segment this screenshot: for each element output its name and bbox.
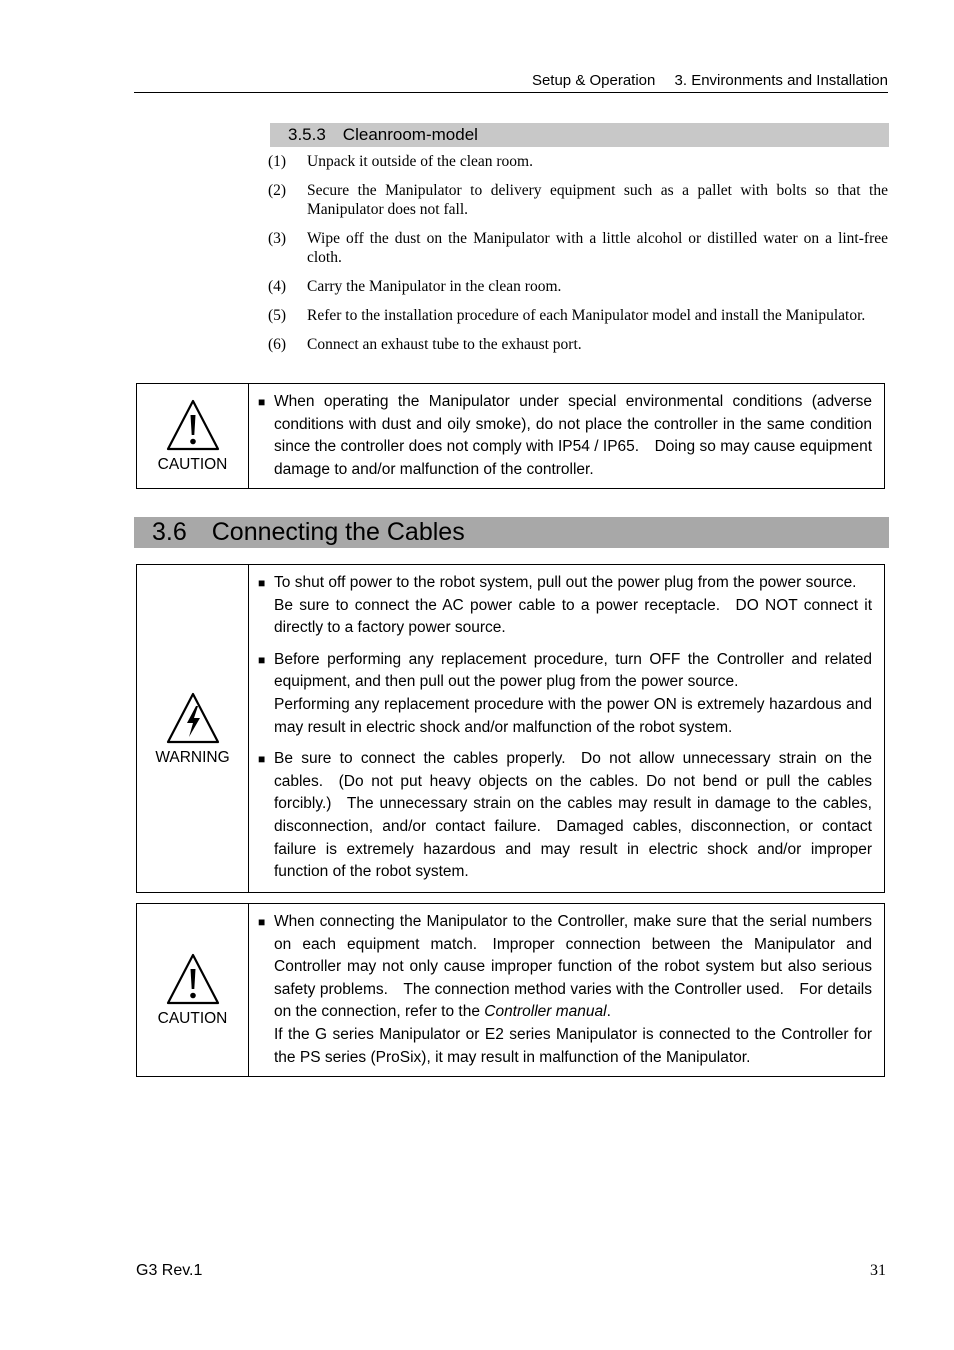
- caution-label: CAUTION: [157, 1010, 228, 1027]
- step-text: Carry the Manipulator in the clean room.: [307, 278, 562, 295]
- section-heading: [134, 517, 889, 548]
- bullet-square-icon: ■: [258, 576, 266, 590]
- bullet-square-icon: ■: [258, 915, 266, 929]
- caution-box-environment: [136, 383, 885, 489]
- bullet-text: [274, 649, 872, 739]
- step-text: Refer to the installation procedure of each Manipulator model and install the Manipulator.: [307, 307, 866, 324]
- subsection-title: 3.5.3 Cleanroom-model: [288, 125, 478, 144]
- step-number: (4): [268, 278, 287, 295]
- bullet-text: [274, 911, 872, 1069]
- bullet-text-part: .: [606, 1003, 611, 1021]
- step-item: [268, 277, 888, 296]
- warning-bullet: [258, 572, 872, 640]
- bullet-text-part: When connecting the Manipulator to the Controller, make sure that the serial numbers on each equipment match. Improper connection between the Manipulator and Controller may not only cause improper function of the robot system but also serious safety problems. The connection method varies with the Controller used. For details on the connection, refer to the: [274, 913, 872, 1021]
- bullet-text: Be sure to connect the cables properly. Do not allow unnecessary strain on the cables. (Do not put heavy objects on the cables. Do not bend or pull the cables forcibly.) The unnecessary strain on the cables may result in damage to the cables, disconnection, and/or contact failure. Damaged cables, disconnection, or contact failure is extremely hazardous and may result in electric shock and/or improper function of the robot system.: [274, 750, 872, 881]
- bullet-text: When operating the Manipulator under special environmental conditions (adverse conditions with dust and oily smoke), do not place the controller in the same condition since the controller does not comply with IP54 / IP65. Doing so may cause equipment damage to and/or malfunction of the controller.: [274, 393, 872, 478]
- step-number: (2): [268, 182, 287, 199]
- warning-side: [137, 565, 249, 892]
- bullet-line: Performing any replacement procedure with the power ON is extremely hazardous and may result in electric shock and/or malfunction of the robot system.: [274, 695, 872, 736]
- step-item: [268, 181, 888, 219]
- step-text: Secure the Manipulator to delivery equipment such as a pallet with bolts so that the Manipulator does not fall.: [307, 182, 888, 218]
- step-item: [268, 152, 888, 171]
- procedure-steps: [268, 152, 888, 364]
- step-number: (5): [268, 307, 287, 324]
- section-title: 3.6 Connecting the Cables: [152, 518, 465, 546]
- caution-triangle-icon: [165, 952, 221, 1006]
- step-number: (3): [268, 230, 287, 247]
- caution-body: [249, 384, 884, 488]
- bullet-square-icon: ■: [258, 752, 266, 767]
- step-number: (1): [268, 153, 287, 170]
- bullet-line: If the G series Manipulator or E2 series Manipulator is connected to the Controller for the PS series (ProSix), it may result in malfunction of the Manipulator.: [274, 1025, 872, 1066]
- subsection-heading: [270, 123, 889, 147]
- caution-box-connection: [136, 903, 885, 1077]
- caution-body: [249, 904, 884, 1076]
- bullet-text: To shut off power to the robot system, pull out the power plug from the power source. Be sure to connect the AC power cable to a power receptacle. DO NOT connect it directly to a factory power source.: [274, 574, 872, 637]
- bullet-square-icon: ■: [258, 395, 266, 409]
- step-item: [268, 229, 888, 267]
- warning-body: [249, 565, 884, 892]
- warning-bullet: [258, 649, 872, 739]
- warning-label: WARNING: [155, 748, 230, 766]
- bullet-square-icon: ■: [258, 652, 266, 667]
- step-item: [268, 335, 888, 354]
- caution-bullet: [258, 911, 872, 1069]
- step-text: Unpack it outside of the clean room.: [307, 153, 533, 170]
- electric-shock-warning-icon: [165, 691, 221, 745]
- page-number: 31: [870, 1262, 886, 1279]
- caution-side: [137, 904, 249, 1076]
- page-header: Setup & Operation 3. Environments and Installation: [134, 72, 888, 93]
- footer-revision: G3 Rev.1: [136, 1262, 203, 1279]
- step-text: Connect an exhaust tube to the exhaust port.: [307, 336, 582, 353]
- caution-label: CAUTION: [157, 456, 228, 473]
- warning-box: [136, 564, 885, 893]
- step-number: (6): [268, 336, 287, 353]
- manual-reference: Controller manual: [484, 1003, 607, 1021]
- bullet-line: Before performing any replacement procedure, turn OFF the Controller and related equipment, and then pull out the power plug from the power source.: [274, 650, 872, 691]
- step-item: [268, 306, 888, 325]
- caution-bullet: [258, 391, 872, 481]
- caution-side: [137, 384, 249, 488]
- caution-triangle-icon: [165, 398, 221, 452]
- step-text: Wipe off the dust on the Manipulator with a little alcohol or distilled water on a lint-free cloth.: [307, 230, 888, 266]
- warning-bullet: [258, 748, 872, 884]
